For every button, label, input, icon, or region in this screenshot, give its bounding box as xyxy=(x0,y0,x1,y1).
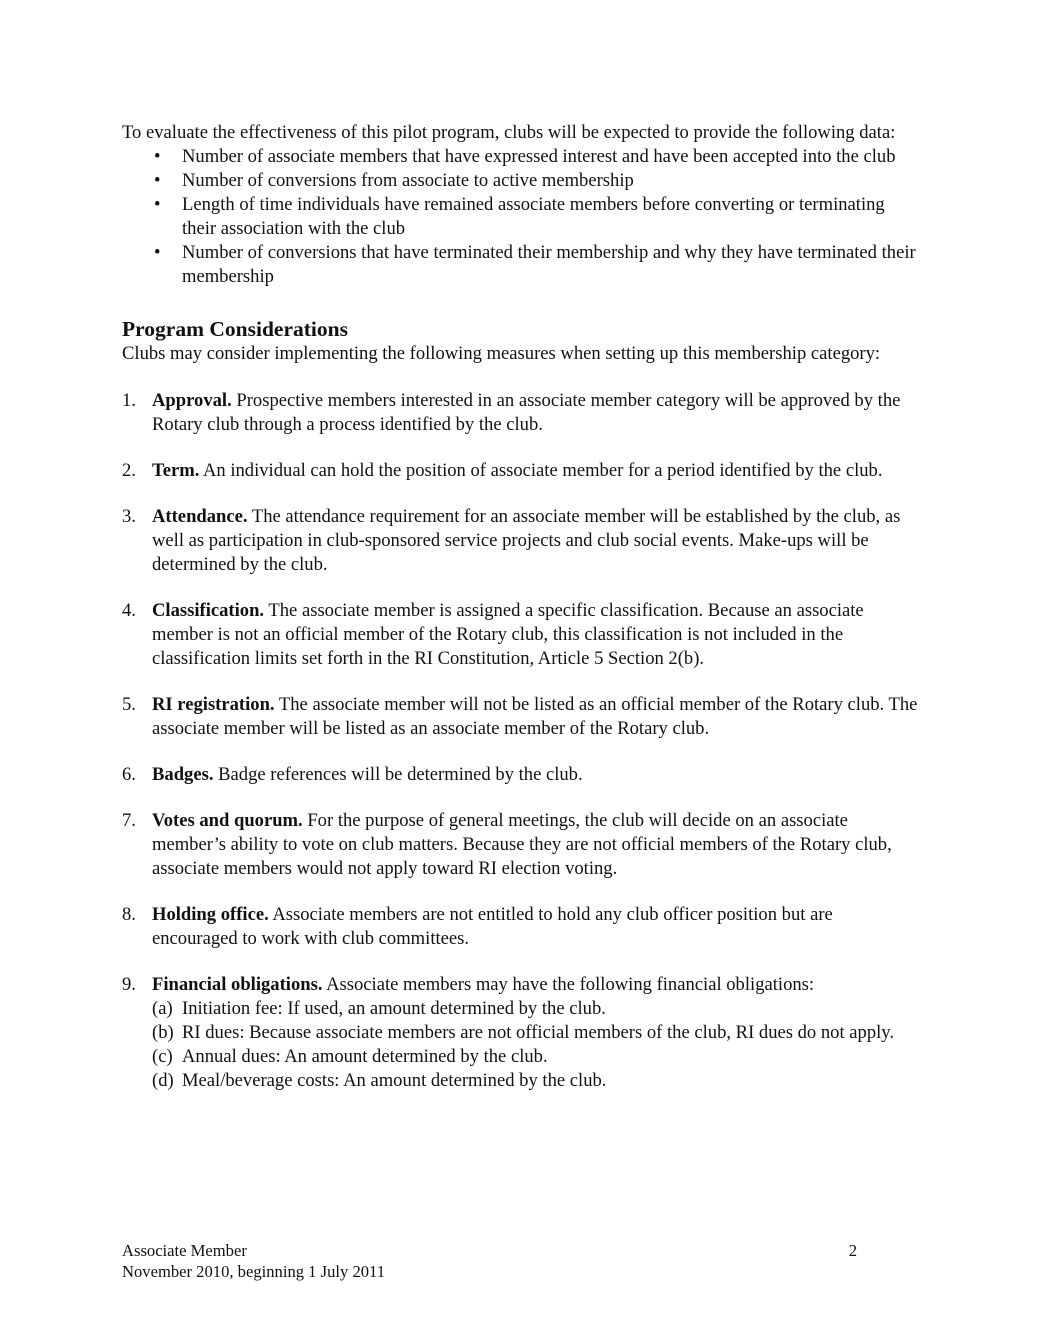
item-title: Approval. xyxy=(152,390,232,411)
item-text: The associate member will not be listed as an official member of the Rotary club. The associate member will be listed as an associate member of the Rotary club. xyxy=(152,694,918,739)
item-text: Badge references will be determined by the club. xyxy=(213,764,583,785)
item-text: An individual can hold the position of associate member for a period identified by the club. xyxy=(199,460,883,481)
item-number: 5. xyxy=(122,694,136,715)
subitem-text: Annual dues: An amount determined by the club. xyxy=(182,1046,548,1067)
bullet-item xyxy=(122,169,922,193)
bullet-item xyxy=(122,241,922,289)
subitem-letter: (a) xyxy=(152,998,173,1019)
subitem-text: Meal/beverage costs: An amount determined by the club. xyxy=(182,1070,607,1091)
financial-subitem xyxy=(152,997,922,1021)
financial-subitem xyxy=(152,1069,922,1093)
item-number: 8. xyxy=(122,904,136,925)
bullet-icon: • xyxy=(154,146,161,167)
page-footer xyxy=(122,1240,857,1282)
item-number: 2. xyxy=(122,460,136,481)
item-text: Associate members are not entitled to hold any club officer position but are encouraged to work with club committees. xyxy=(152,904,833,949)
subitem-text: RI dues: Because associate members are not official members of the club, RI dues do not apply. xyxy=(182,1022,895,1043)
consideration-item-attendance xyxy=(122,505,922,577)
item-title: Holding office. xyxy=(152,904,269,925)
item-number: 1. xyxy=(122,390,136,411)
item-text: The attendance requirement for an associate member will be established by the club, as well as participation in club-sponsored service projects and club social events. Make-ups will be determined by the club. xyxy=(152,506,901,575)
consideration-item-financial xyxy=(122,973,922,1093)
bullet-item xyxy=(122,193,922,241)
financial-subitem xyxy=(152,1021,922,1045)
financial-subitem xyxy=(152,1045,922,1069)
item-number: 6. xyxy=(122,764,136,785)
consideration-item-holding-office xyxy=(122,903,922,951)
item-title: Votes and quorum. xyxy=(152,810,303,831)
bullet-item xyxy=(122,145,922,169)
item-title: Attendance. xyxy=(152,506,248,527)
item-number: 9. xyxy=(122,974,136,995)
subitem-letter: (d) xyxy=(152,1070,174,1091)
financial-subitem-list xyxy=(152,997,922,1093)
bullet-text: Number of conversions that have terminated their membership and why they have terminated their membership xyxy=(182,242,916,287)
bullet-text: Number of conversions from associate to active membership xyxy=(182,170,634,191)
item-text: The associate member is assigned a specific classification. Because an associate member is not an official member of the Rotary club, this classification is not included in the classification limits set forth in the RI Constitution, Article 5 Section 2(b). xyxy=(152,600,864,669)
intro-section xyxy=(122,121,922,289)
consideration-item-approval xyxy=(122,389,922,437)
item-title: Classification. xyxy=(152,600,265,621)
subitem-letter: (c) xyxy=(152,1046,173,1067)
section-heading: Program Considerations xyxy=(122,317,348,341)
item-title: RI registration. xyxy=(152,694,275,715)
consideration-item-votes xyxy=(122,809,922,881)
data-bullet-list xyxy=(122,145,922,289)
consideration-item-classification xyxy=(122,599,922,671)
page-number: 2 xyxy=(848,1241,857,1260)
item-number: 4. xyxy=(122,600,136,621)
bullet-icon: • xyxy=(154,194,161,215)
section-intro: Clubs may consider implementing the following measures when setting up this membership category: xyxy=(122,343,881,364)
footer-document-title: Associate Member xyxy=(122,1241,247,1260)
footer-date: November 2010, beginning 1 July 2011 xyxy=(122,1262,386,1281)
bullet-icon: • xyxy=(154,242,161,263)
bullet-icon: • xyxy=(154,170,161,191)
document-body xyxy=(122,121,922,1115)
item-text: Prospective members interested in an associate member category will be approved by the Rotary club through a process identified by the club. xyxy=(152,390,901,435)
intro-paragraph: To evaluate the effectiveness of this pilot program, clubs will be expected to provide the following data: xyxy=(122,122,896,143)
item-text: Associate members may have the following financial obligations: xyxy=(322,974,815,995)
item-text: For the purpose of general meetings, the club will decide on an associate member’s ability to vote on club matters. Because they are not official members of the Rotary club, associate members would not apply toward RI election voting. xyxy=(152,810,892,879)
consideration-item-ri-registration xyxy=(122,693,922,741)
subitem-text: Initiation fee: If used, an amount determined by the club. xyxy=(182,998,606,1019)
consideration-item-term xyxy=(122,459,922,483)
item-title: Badges. xyxy=(152,764,214,785)
consideration-item-badges xyxy=(122,763,922,787)
item-title: Term. xyxy=(152,460,200,481)
item-number: 7. xyxy=(122,810,136,831)
bullet-text: Number of associate members that have expressed interest and have been accepted into the club xyxy=(182,146,896,167)
considerations-list xyxy=(122,389,922,1093)
item-number: 3. xyxy=(122,506,136,527)
item-title: Financial obligations. xyxy=(152,974,323,995)
subitem-letter: (b) xyxy=(152,1022,174,1043)
bullet-text: Length of time individuals have remained associate members before converting or terminating their association with the club xyxy=(182,194,885,239)
